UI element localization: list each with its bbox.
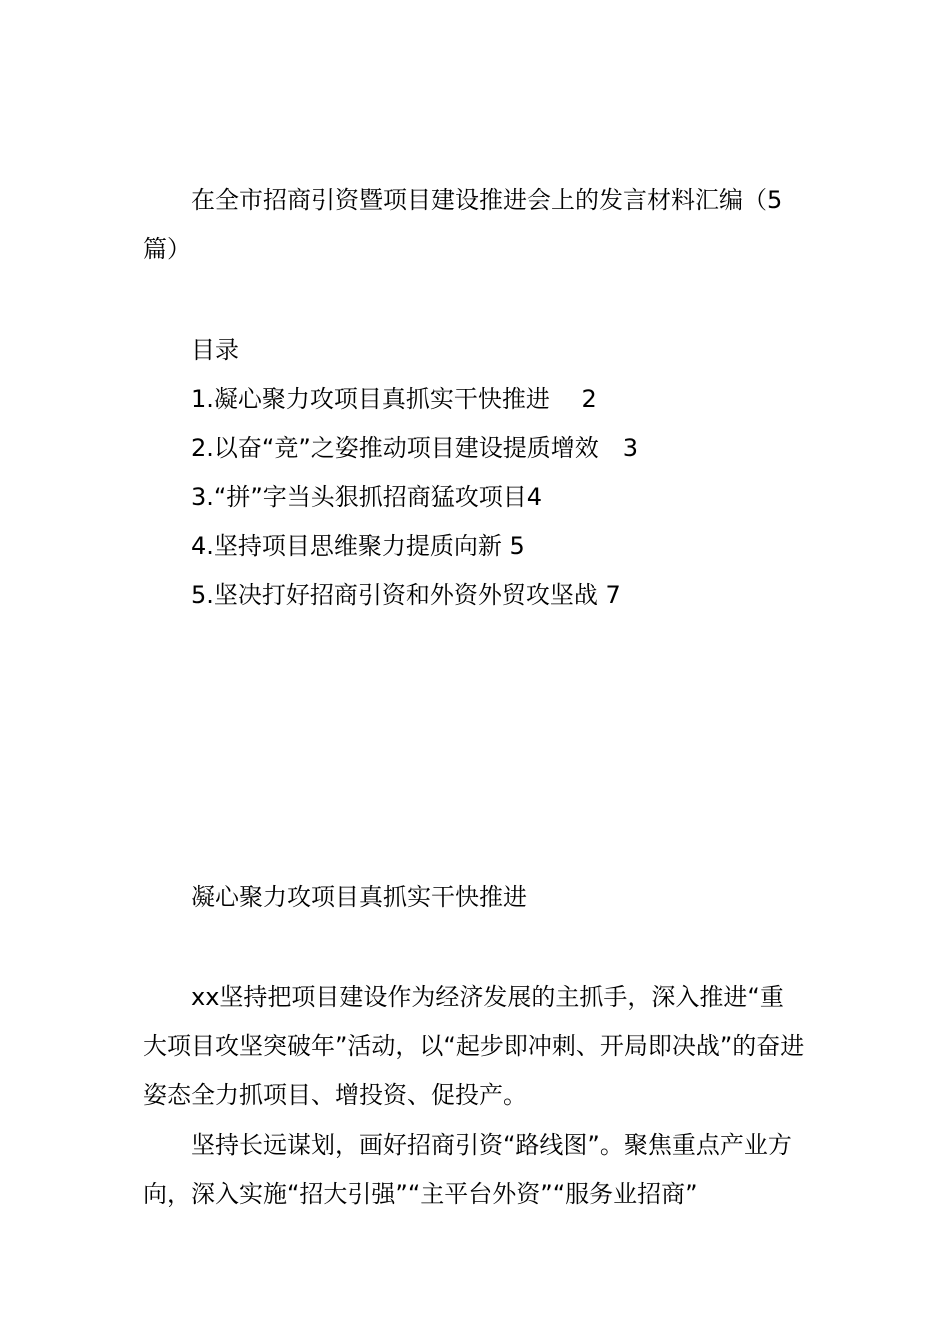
toc-heading — [143, 326, 807, 375]
toc-heading-text: 目录 — [191, 336, 239, 364]
toc-item-number: 2. — [191, 434, 214, 462]
toc-item-label: “拼”字当头狠抓招商猛攻项目 — [213, 483, 527, 511]
toc-item-page: 7 — [605, 581, 621, 609]
toc-item-page: 4 — [526, 483, 543, 511]
toc-item-page: 5 — [509, 532, 525, 560]
toc-item-label: 坚决打好招商引资和外资外贸攻坚战 — [213, 581, 598, 609]
toc-item-number: 5. — [191, 581, 214, 609]
toc-item-number: 1. — [191, 385, 214, 413]
toc-item-page: 2 — [581, 385, 597, 413]
body-paragraph — [143, 1121, 807, 1219]
toc-item-number: 3. — [191, 483, 214, 511]
toc-item-label: 坚持项目思维聚力提质向新 — [213, 532, 502, 560]
toc-item-page: 3 — [622, 434, 639, 462]
document-title-text: 在全市招商引资暨项目建设推进会上的发言材料汇编（5篇） — [143, 186, 783, 263]
body-paragraph-text: 坚持长远谋划，画好招商引资“路线图”。聚焦重点产业方向，深入实施“招大引强”“主平台外资”“服务业招商” — [143, 1131, 792, 1208]
toc-item-label: 凝心聚力攻项目真抓实干快推进 — [213, 385, 550, 413]
toc-item[interactable] — [143, 522, 807, 571]
toc-item[interactable] — [143, 571, 807, 620]
toc-item[interactable] — [143, 375, 807, 424]
toc-item-gap — [599, 434, 623, 462]
toc-item-gap — [502, 532, 510, 560]
body-paragraph — [143, 973, 807, 1120]
toc-item-label: 以奋“竞”之姿推动项目建设提质增效 — [213, 434, 599, 462]
body-paragraph-text: xx坚持把项目建设作为经济发展的主抓手，深入推进“重大项目攻坚突破年”活动，以“起步即冲刺、开局即决战”的奋进姿态全力抓项目、增投资、促投产。 — [143, 983, 805, 1109]
toc-item[interactable] — [143, 424, 807, 473]
toc-item-gap — [598, 581, 606, 609]
toc-list — [143, 375, 807, 620]
section-title — [143, 873, 807, 922]
document-title — [143, 176, 807, 274]
section-title-text: 凝心聚力攻项目真抓实干快推进 — [191, 883, 527, 911]
toc-item-number: 4. — [191, 532, 214, 560]
toc-item-gap — [550, 385, 582, 413]
toc-item[interactable] — [143, 473, 807, 522]
